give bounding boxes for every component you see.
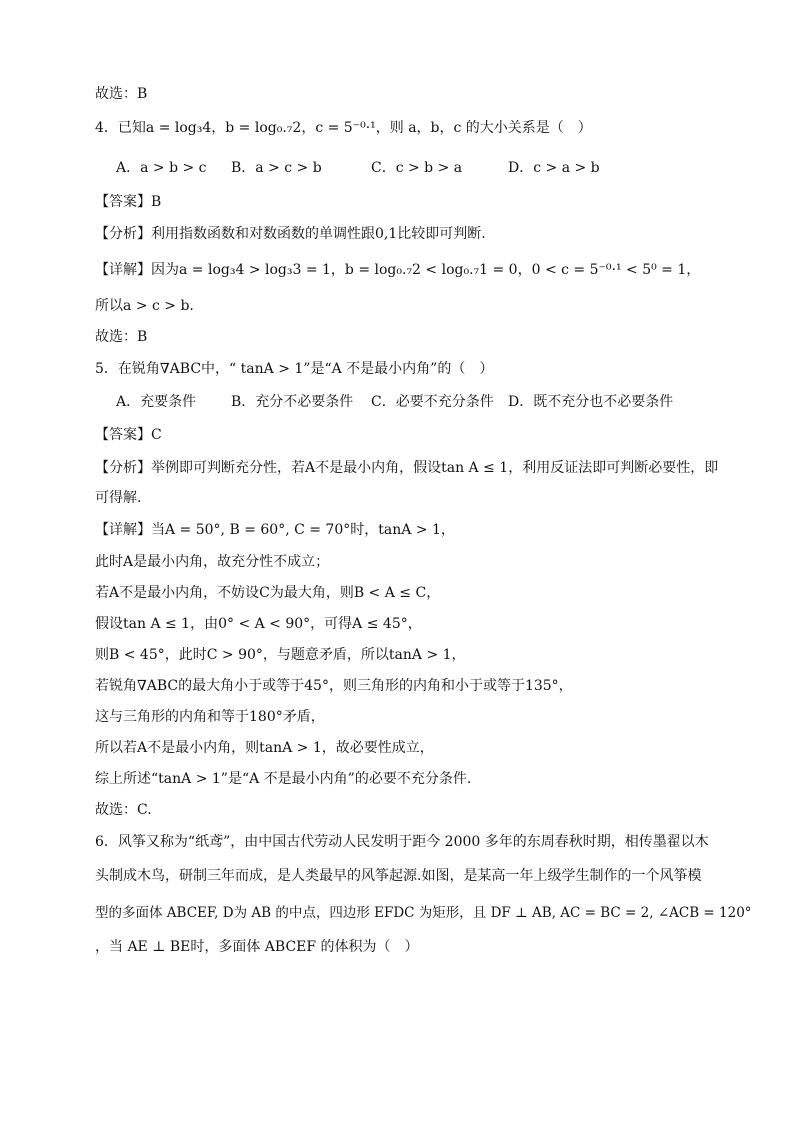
text-line: 这与三角形的内角和等于180°矛盾， <box>95 709 325 725</box>
question-5: 5．在锐角∇ABC中，“ tanA > 1”是“A 不是最小内角”的（ ） <box>95 361 494 377</box>
text-line: 则B < 45°，此时C > 90°，与题意矛盾，所以tanA > 1， <box>95 647 466 663</box>
text-line: 若锐角∇ABC的最大角小于或等于45°，则三角形的内角和小于或等于135°， <box>95 678 573 694</box>
question-6-line1: 6．风筝又称为“纸鸢”，由中国古代劳动人民发明于距今 2000 多年的东周春秋时期，相传墨翟以木 <box>95 834 709 850</box>
answer-5: 【答案】C <box>95 427 162 443</box>
solution-5: 【详解】当A = 50°, B = 60°, C = 70°时，tanA > 1， <box>95 522 455 538</box>
text-line: 若A不是最小内角，不妨设C为最大角，则B < A ≤ C， <box>95 585 441 601</box>
answer-line: 故选：B <box>95 86 148 102</box>
analysis-4: 【分析】利用指数函数和对数函数的单调性跟0,1比较即可判断. <box>95 226 486 242</box>
option-a: A．充要条件 <box>116 394 197 410</box>
text-line: 此时A是最小内角，故充分性不成立； <box>95 554 330 570</box>
answer-line: 故选：B <box>95 329 148 345</box>
option-b: B．充分不必要条件 <box>231 394 354 410</box>
question-6-line2: 头制成木鸟，研制三年而成，是人类最早的风筝起源.如图，是某高一年上级学生制作的一个风筝模 <box>95 868 702 884</box>
option-d: D．既不充分也不必要条件 <box>508 394 674 410</box>
question-6-line4: ，当 AE ⊥ BE时，多面体 ABCEF 的体积为（ ） <box>95 939 419 955</box>
text-line: 综上所述“tanA > 1”是“A 不是最小内角”的必要不充分条件. <box>95 771 472 787</box>
analysis-5-line1: 【分析】举例即可判断充分性，若A不是最小内角，假设tan A ≤ 1，利用反证法即可判断必要性，即 <box>95 460 719 476</box>
answer-line: 故选：C. <box>95 802 152 818</box>
text-line: 所以a > c > b. <box>95 298 194 314</box>
question-4: 4．已知a = log₃4，b = log₀.₇2，c = 5⁻⁰·¹，则 a，b，c 的大小关系是（ ） <box>95 120 592 136</box>
answer-4: 【答案】B <box>95 194 162 210</box>
solution-4: 【详解】因为a = log₃4 > log₃3 = 1，b = log₀.₇2 < log₀.₇1 = 0，0 < c = 5⁻⁰·¹ < 5⁰ = 1， <box>95 262 701 278</box>
option-b: B．a > c > b <box>231 160 322 176</box>
text-line: 假设tan A ≤ 1，由0° < A < 90°，可得A ≤ 45°， <box>95 616 422 632</box>
question-6-line3: 型的多面体 ABCEF, D为 AB 的中点，四边形 EFDC 为矩形，且 DF ⊥ AB, AC = BC = 2, ∠ACB = 120° <box>95 905 752 921</box>
option-c: C．必要不充分条件 <box>371 394 494 410</box>
option-d: D．c > a > b <box>508 160 600 176</box>
option-c: C．c > b > a <box>371 160 463 176</box>
text-line: 所以若A不是最小内角，则tanA > 1，故必要性成立， <box>95 740 434 756</box>
analysis-5-line2: 可得解. <box>95 490 142 506</box>
option-a: A．a > b > c <box>116 160 207 176</box>
